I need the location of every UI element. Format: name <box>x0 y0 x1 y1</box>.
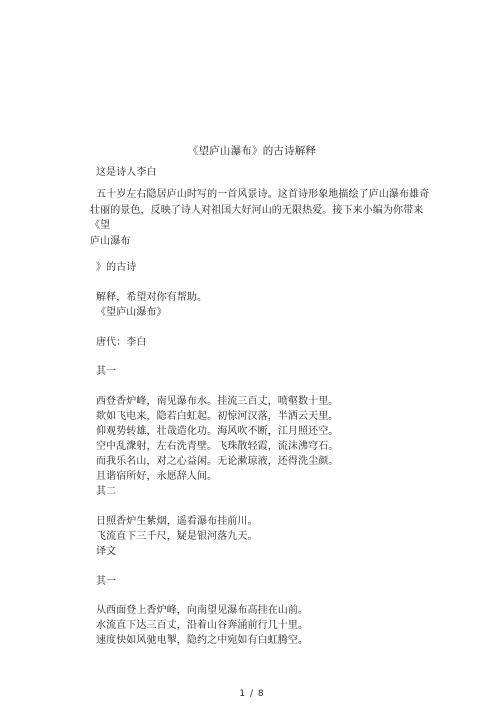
poem-two-line: 日照香炉生紫烟，遥看瀑布挂前川。 <box>96 516 258 527</box>
poem-two-line: 飞流直下三千尺，疑是银河落九天。 <box>96 531 258 542</box>
section-one-heading: 其一 <box>96 366 117 377</box>
continued-line: 》的古诗 <box>96 262 137 273</box>
translation-one-heading: 其一 <box>96 576 117 587</box>
help-line: 解释，希望对你有帮助。 <box>96 292 208 303</box>
poem-one-line: 欻如飞电来，隐若白虹起。初惊河汉落，半洒云天里。 <box>96 411 339 422</box>
dynasty-author: 唐代：李白 <box>96 337 147 348</box>
author-line: 这是诗人李白 <box>96 167 157 178</box>
translation-one-line: 从西面登上香炉峰，向南望见瀑布高挂在山前。 <box>96 605 309 616</box>
page-title: 《望庐山瀑布》的古诗解释 <box>187 145 317 157</box>
translation-one-line: 水流直下达三百丈，沿着山谷奔涌前行几十里。 <box>96 620 309 631</box>
poem-title: 《望庐山瀑布》 <box>96 307 167 318</box>
poem-one-line: 空中乱潨射，左右洗青壁。飞珠散轻霞，流沫沸穹石。 <box>96 441 339 452</box>
section-two-heading: 其二 <box>96 486 117 497</box>
poem-one-line: 西登香炉峰，南见瀑布水。挂流三百丈，喷壑数十里。 <box>96 396 339 407</box>
intro-line-2: 壮丽的景色，反映了诗人对祖国大好河山的无限热爱。接下来小编为你带来《望 <box>90 204 424 231</box>
poem-one-line: 且谐宿所好，永愿辞人间。 <box>96 471 218 482</box>
intro-paragraph <box>90 187 430 249</box>
poem-one-line: 仰观势转雄，壮哉造化功。海风吹不断，江月照还空。 <box>96 426 339 437</box>
poem-one-line: 而我乐名山，对之心益闲。无论漱琼液，还得洗尘颜。 <box>96 456 339 467</box>
translation-one-line: 速度快如风驰电掣，隐约之中宛如有白虹腾空。 <box>96 635 309 646</box>
intro-line-1: 五十岁左右隐居庐山时写的一首风景诗。这首诗形象地描绘了庐山瀑布雄奇 <box>96 189 430 200</box>
page-indicator: 1 / 8 <box>239 689 265 699</box>
translation-heading: 译文 <box>96 546 117 557</box>
intro-line-3: 庐山瀑布 <box>90 235 131 247</box>
